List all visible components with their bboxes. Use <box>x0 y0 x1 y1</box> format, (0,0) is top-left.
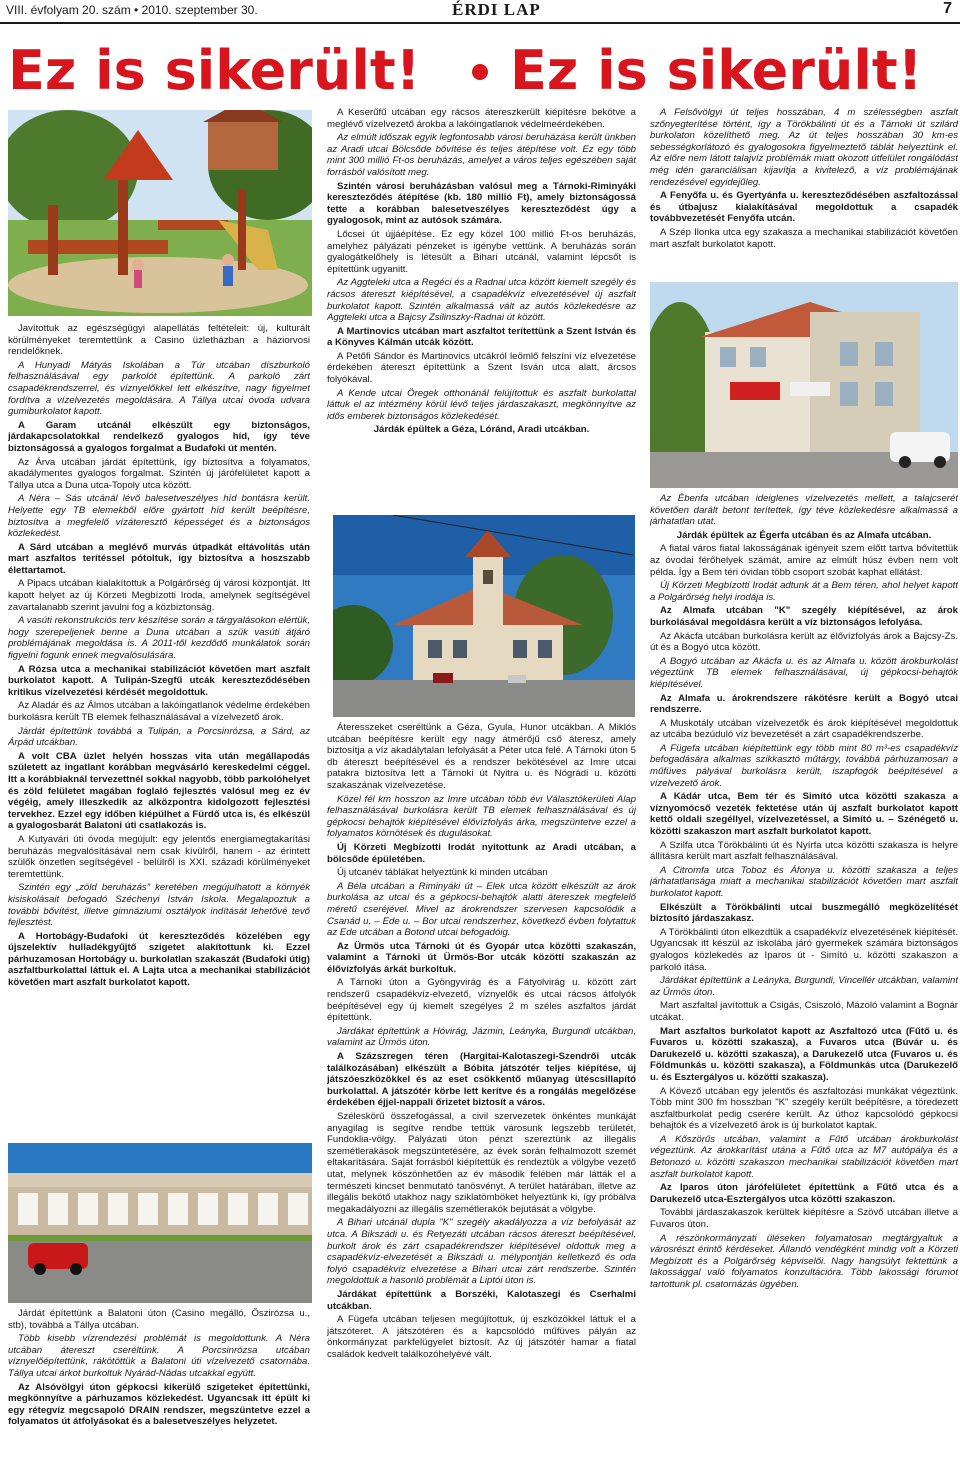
paragraph: Mart aszfaltos burkolatot kapott az Aszfaltozó utca (Fűtő u. és Fuvaros u. közötti szakasza), a Fuvaros utca (Búvár u. és Darukezelő u. közötti szakasza), a Darukezelő utca (Fuvaros u. és Földmunkás u. közötti szakasza), a Földmunkás utca (Darukezelő u. és Esztergályos u. közötti szakasza). <box>650 1025 958 1083</box>
column-1-top <box>8 323 310 1138</box>
paragraph: A Szép Ilonka utca egy szakasza a mechanikai stabilizációt követően mart aszfalt burkolatot kapott. <box>650 226 958 250</box>
paragraph: A Sárd utcában a meglévő murvás útpadkát eltávolítás után mart aszfaltos terítéssel pótoltuk, így biztosítva a hoszszabb élettartamot. <box>8 541 310 576</box>
headline-left: Ez is sikerült! <box>8 39 421 102</box>
paragraph: Az Ébenfa utcában ideiglenes vízelvezetés mellett, a talajcserét követően darált betont terítettek, így téve közlekedésre alkalmassá a járhatatlan utat. <box>650 493 958 528</box>
paragraph: A Muskotály utcában vízelvezetők és árok kiépítésével megoldottuk az utcába bezúduló víz bevezetését a zárt csapadékrendszerbe. <box>650 717 958 741</box>
paragraph: A Fügefa utcában kiépítettünk egy több mint 80 m³-es csapadékvíz befogadására alkalmas szikkasztó műtárgy, továbbá párhuzamosan a műfüves pályával burkolásra került, iszapfogók beépítésével a vízelvezető árok. <box>650 742 958 789</box>
paragraph: Járdák épültek a Géza, Lóránd, Aradi utcákban. <box>373 424 590 436</box>
paragraph: A részönkormányzati üléseken folyamatosan megtárgyaltuk a városrészt érintő kérdéseket. Állandó vendégként mindig volt a Körzeti Megbízott és a Polgárőrség képviselői. Nagy hangsúlyt fektettünk a lakossággal való folyamatos konzultációra. Több lakossági fórumot tartottunk pl. csatornázás ügyében. <box>650 1232 958 1290</box>
page-header <box>0 0 960 22</box>
paragraph: A Bihari utcánál dupla "K" szegély akadályozza a víz befolyását az utca. A Bikszádi u. és Retyezáti utcában rácsos átereszt beépítésével, burkolt árok és zárt csapadékrendszer kiépítésével oldottuk meg a csapadékvíz-elvezetését a Bikszádi u. mélypontján kelletkező és oda folyó csapadékvíz elvezetése a Bihari utcai zárt rendszerbe. Szintén megoldottuk a hasonló problémát a Liptói úton is. <box>327 1217 636 1287</box>
photo-husbolt-building <box>650 282 958 488</box>
paragraph: Az Aladár és az Álmos utcában a lakóingatlanok védelme érdekében burkolásra került TB elemek felhasználásával a vízelvezető árok. <box>8 700 310 723</box>
header-rule <box>0 22 960 24</box>
paragraph: A Fügefa utcában teljesen megújítottuk, új eszközökkel láttuk el a játszóteret. A játszótéren és a kapcsolódó műfüves pályán az önkormányzat parkfelügyelet biztosít. Az új játszótér hamar a fiatal családok kedvelt találkozóhelyévé vált. <box>327 1314 636 1360</box>
paragraph: A Kádár utca, Bem tér és Simító utca közötti szakasza a víznyomócső vezeték fektetése után új aszfalt burkolatot kapott kettő oldali szegéllyel, vízelvezetéssel, a Simító u. – Szénégető u. közötti szakaszon mart aszfalt burkolatot kapott. <box>650 791 958 838</box>
paragraph: Az Almafa utcában "K" szegély kiépítésével, az árok burkolásával megoldásra került a víz biztonságos lefolyása. <box>650 605 958 628</box>
masthead: ÉRDI LAP <box>452 0 541 19</box>
column-1-bottom <box>8 1308 310 1476</box>
paragraph: Széleskörű összefogással, a civil szervezetek önkéntes munkáját anyagilag is segítve rendbe tettük városunk legszebb területét, Fundoklia-völgy. Pályázati úton pénzt szereztünk az illegális szemétlerakások megszüntetésére, az évek során felhalmozott szemét eltakarítására. Saját forrásból kiépítettük és rendeztük a völgybe vezető utat, melynek köszönhetően az év második felében már látták el a természeti kincset benmutató tanösvényt. A terület határában, illetve az illegális bekötő utakhoz nagy sziklatömböket helyeztünk ki, így próbálva megakadályozni az illegális szemétlerakók bejutását a völgybe. <box>327 1111 636 1215</box>
paragraph: Az Alsóvölgyi úton gépkocsi kikerülő szigeteket építettünki, megkönnyítve a párhuzamos közlekedést. Ugyancsak itt épült ki egy rétegvíz megcsapoló DRAIN rendszer, megszüntetve ezzel a folyamatos út átfolyásokat és a balesetveszélyes helyzetet. <box>8 1381 310 1428</box>
paragraph: Járdát építettünk továbbá a Tulipán, a Porcsinrózsa, a Sárd, az Árpád utcákban. <box>8 725 310 749</box>
paragraph: A Bogyó utcában az Akácfa u. és az Almafa u. között árokburkolást végeztünk TB elemek felhasználásával, új gépkocsi-behajtók kiépítésével. <box>650 655 958 690</box>
paragraph: A Kőszörűs utcában, valamint a Fűtő utcában árokburkolást végeztünk. Az árokkarítást utána a Fűtő utca az M7 autópálya és a Betonozó u. közötti szakaszon mechanikai stabilizációt követően mart aszfalt burkolatot kapott. <box>650 1133 958 1180</box>
paragraph: A Petőfi Sándor és Martinovics utcákról leömlő felszíni víz elvezetése érdekében átereszt építettünk a Szent Isván utca alatt, árcsos folyókával. <box>327 350 636 386</box>
paragraph: A Néra – Sás utcánál lévő balesetveszélyes híd bontásra került. Helyette egy TB elemekből előre gyártott híd került beépítésre, biztosítva a megfelelő vízáteresztő képességet és a biztonságos közlekedést. <box>8 493 310 540</box>
paragraph: Az Árva utcában járdát építettünk, így biztosítva a folyamatos, akadálymentes gyalogos forgalmat. Szintén új járófelületet kapott a Tállya utca a Duna utca-Topoly utca között. <box>8 456 310 491</box>
paragraph: Az Ürmös utca Tárnoki út és Gyopár utca közötti szakaszán, valamint a Tárnoki út Ürmös-Bor utcák közötti szakaszán az élővízfolyás árkát burkoltuk. <box>327 940 636 975</box>
paragraph: A Törökbálinti úton elkezdtük a csapadékvíz elvezetésének kiépítését. Ugyancsak itt készül az iskolába járó gyermekek számára biztonságos gyalogos közlekedés az Iparos út - Simító u. közötti szakaszon a parkoló itása. <box>650 926 958 973</box>
paragraph: Az Iparos úton járófelületet építettünk a Fűtő utca és a Darukezelő utca-Esztergályos utca közötti szakaszon. <box>650 1182 958 1205</box>
paragraph: Közel fél km hosszon az Imre utcában több évi Választókerületi Alap felhasználásával burkolásra került TB elemek felhasználásával és új gépkocsi behajtók kiépítésével élővízfolyás árka, megszüntetve ezzel a folyamatos körnötések és dugulásokat. <box>327 793 636 840</box>
paragraph: Járdákat építettünk a Leányka, Burgundi, Vincellér utcákban, valamint az Ürmös úton. <box>650 975 958 998</box>
paragraph: Javítottuk az egészségügyi alapellátás feltételeit: új, kulturált körülményeket teremtettünk a Casino üzletházban a háziorvosi rendelőknek. <box>8 323 310 358</box>
paragraph: Új utcanév táblákat helyeztünk ki minden utcában <box>337 867 548 879</box>
paragraph: Az Aggteleki utca a Regéci és a Radnai utca között kiemelt szegély és rácsos átereszt kiépítésével, a csapadékvíz elvezetésével új aszfalt burkolatot kapott. Szintén alkalmassá vált az autós közlekedésre az Aggteleki utca a Bajcsy Zsilinszky-Radnai út között. <box>327 277 636 324</box>
paragraph: A Tárnoki úton a Gyöngyvirág és a Fátyolvirág u. között zárt rendszerű csapadékvíz-elvezető, víznyelők és utcai rácsos átfolyók beépítésével egy új kiemelt szegélyes 2 m széles aszfaltos járdát építettünk. <box>327 977 636 1024</box>
paragraph: Áteresszeket cseréltünk a Géza, Gyula, Hunor utcákban. A Miklós utcában beépítésre került egy nagy átmérőjű cső áteresz, amely biztosítja a víz akadálytalan lefolyását a Péter utca felé. A Tárnoki úton 5 db átereszt beépítésével és a rendszer bekötésével az Imre utcai patakra biztosítva lett a Tárnoki út Nyitra u. és Nógrádi u. közötti szakaszának vízelvezetése. <box>327 722 636 791</box>
paragraph: Járdákat építettünk a Borszéki, Kalotaszegi és Cserhalmi utcákban. <box>327 1288 636 1312</box>
paragraph: Új Körzeti Megbízotti Irodát adtunk át a Bem téren, ahol helyet kapott a Polgárőrség helyi irodája is. <box>650 580 958 603</box>
column-2-top <box>327 107 636 510</box>
paragraph: A Fenyőfa u. és Gyertyánfa u. kereszteződésében aszfaltozással és útbajusz kialakításával megoldottuk a csapadék továbbvezetését Fenyőfa utcán. <box>650 190 958 225</box>
paragraph: A Béla utcában a Riminyáki út – Elek utca között elkészült az árok burkolása az utcaí és a gépkocsi-behajtók alatti átereszek megfelelő méretű cseréjével. Mivel az árokrendszer szervesen kapcsolódik a Csanád u. – Ede u. – Bor utcai rendszerhez, következő évben folytattuk az Ede utcában a Botond utcai befogadóig. <box>327 880 636 939</box>
paragraph: A Kövező utcában egy jelentős és aszfaltozási munkákat végeztünk. Több mint 300 fm hosszban "K" szegély került beépítésre, a töredezett aszfaltburkolat pedig cserére került. Az úthoz kapcsolódó gépkocsi behajtók és a vízelvezető árok is új burkolatot kaptak. <box>650 1085 958 1132</box>
paragraph: A vasúti rekonstrukciós terv készítése során a tárgyalásokon elértük, hogy szerepeljenek benne a Duna utcában a szük vasúti átjáró problémájának megoldása is. A 2011-től kezdődő munkálatok során figyelni fogunk ennek megvalósulására. <box>8 615 310 662</box>
paragraph: A Hunyadi Mátyás Iskolában a Túr utcában díszburkoló felhasználásával egy parkolót építettünk. A parkoló zárt csapadékrendszerrel, és víznyelőkkel lett elkészítve, nagy figyelmet fordítva a vízelvezetés megoldására. A Tállya utcai óvoda udvara gumiburkolatot kapott. <box>8 359 310 418</box>
column-3-bottom <box>650 493 958 1476</box>
photo-school-building <box>8 1143 312 1303</box>
column-2-bottom <box>327 722 636 1476</box>
paragraph: Az elmúlt időszak egyik legfontosabb városi beruházása került ünkben az Aradi utcai Bölcsőde bővítése és teljes átépítése volt. Ez egy több mint 300 millió Ft-os beruházás, amelyet a város teljes egészében saját forrásból valósított meg. <box>327 132 636 178</box>
paragraph: A Rózsa utca a mechanikai stabilizációt követően mart aszfalt burkolatot kapott. A Tulipán-Szegfű utcák kereszteződésében kritikus vízelvezetési kérdését megoldottuk. <box>8 663 310 698</box>
headline-right: Ez is sikerült! <box>510 39 923 102</box>
paragraph: A Hortobágy-Budafoki út kereszteződés közelében egy újszelektív hulladékgyűjtő szigetet alakítottunk ki. Ezzel párhuzamosan Hortobágy u. burkolatlan szakaszát (Budafoki útig) aszfaltburkolattal láttuk el. A Lajta utca a mechanikai stabilizációt követően mart aszfalt burkolatot kapott. <box>8 930 310 989</box>
paragraph: Új Körzeti Megbízotti Irodát nyitottunk az Aradi utcában, a bölcsőde épületében. <box>327 841 636 865</box>
paragraph: Szintén városi beruházásban valósul meg a Tárnoki-Riminyáki kereszteződés átépítése (kb. 180 millió Ft), amely biztonságossá tette a korábban balesetveszélyes kereszteződést úgy a gyalogosok, mint az autósok számára. <box>327 180 636 227</box>
paragraph: A volt CBA üzlet helyén hosszas vita után megállapodás született az ingatlant korábban megvásárló kereskedelmi céggel. Itt a korábbiaknál tervezettnél sokkal nagyobb, több parkolóhelyet és zöld felületet magában foglaló fejlesztés valósul meg ez év végéig, amely illeszkedik az alközpontra kidolgozott fejlesztési tervekhez. Ezzel egy időben kiépülhet a Fürdő utca is, és elkészül a gyalogosbarát Balatoni úti csatlakozás is. <box>8 750 310 832</box>
photo-playground <box>8 110 312 316</box>
paragraph: A Citromfa utca Toboz és Áfonya u. közötti szakasza a teljes járhatatlansága miatt a mechanikai stabilizációt követően mart aszfalt burkolatot kapott. <box>650 864 958 899</box>
paragraph: Járdát építettünk a Balatoni úton (Casino megálló, Őszirózsa u., stb), továbbá a Tállya utcában. <box>8 1308 310 1331</box>
headline-banner <box>0 39 960 102</box>
paragraph: A Martinovics utcában mart aszfaltot terítettünk a Szent István és a Könyves Kálmán utcák között. <box>327 325 636 349</box>
paragraph: További járdaszakaszok kerültek kiépítésre a Szövő utcában illetve a Fuvaros úton. <box>650 1207 958 1231</box>
paragraph: A Kutyavári úti óvoda megújult: egy jelentős energiamegtakarítási beruházás megvalósításával nem csak kívülről, hanem - az érintett szülők önzetlen segítségével - belülről is XXI. századi körülményeket teremtettünk. <box>8 833 310 880</box>
paragraph: A Felsővölgyi út teljes hosszában, 4 m szélességben aszfalt szőnyegterítése történt, így a Törökbálinti út és a Tárnoki út szilárd burkolaton közelíthető meg. Az út teljes hosszában 30 km-es sebességkorlátozó és gyalogosokra figyelmeztető táblát helyeztünk el. Az előre nem látott talajvíz problémák miatt okozott útfelület rongálódást még idén garanciálisan kijavítja a kivitelező, a víz problémájának rendezésével egyidejűleg. <box>650 107 958 188</box>
paragraph: Lőcsei út újjáépítése. Ez egy közel 100 millió Ft-os beruházás, amelyhez pályázati pénzeket is igénybe vettünk. A beruházás során gyalogátkelőhely is létesült a Bihari utcánál, valamint lépcsőt is építettünk ugyanitt. <box>327 228 636 275</box>
paragraph: A Kende utcai Öregek otthonánál felújítottuk és aszfalt burkolattal láttuk el az intézmény körül lévő teljes járdaszakaszt, megkönnyítve az idős emberek biztonságos közlekedését. <box>327 387 636 422</box>
paragraph: A fiatal város fiatal lakosságának igényeit szem előtt tartva bővítettük az óvodai férőhelyek számát, amire az elmúlt húsz évben nem volt példa. Így a Bem téri óvidan több csoport szobát kaphat ellátást. <box>650 543 958 578</box>
paragraph: Az Akácfa utcában burkolásra került az élővízfolyás árok a Bajcsy-Zs. út és a Bogyó utca között. <box>650 630 958 654</box>
paragraph: Több kisebb vízrendezési problémát is megoldottunk. A Néra utcában átereszt cseréltünk. A Porcsinrózsa utcában víznyelőépítettünk, rákötöttük a Balatoni úti vízelvezető csatornába. Tállya utcai árkot burkoltuk Nyárád-Nádas utcakkal együtt. <box>8 1333 310 1379</box>
paragraph: Járdák épültek az Égerfa utcában és az Almafa utcában. <box>676 529 932 541</box>
paragraph: A Keserűfű utcában egy rácsos átereszkerült kiépítésre bekötve a meglévő vízelvezető árokba a lakóingatlanok védelmeérdekében. <box>327 107 636 130</box>
paragraph: Mart aszfaltal javítottuk a Csigás, Csiszoló, Mázoló valamint a Bognár utcákat. <box>650 1000 958 1023</box>
column-3-top <box>650 107 958 277</box>
paragraph: Szintén egy „zöld beruházás” keretében megújulhatott a környék kisiskolásait befogadó Széchenyi István Iskola. Megalapoztuk a további bővítést, illetve gimnáziumi osztályok indítását lehetővé tevő fejlesztést. <box>8 882 310 929</box>
page-number: 7 <box>943 0 952 17</box>
bullet-dot <box>472 64 488 80</box>
paragraph: A Százszregen téren (Hargitai-Kalotaszegi-Szendrői utcák találkozásában) elkészült a Bóbita játszótér teljes kiépítése, új játszóeszközökkel és az eset csökkentő műanyag ütéscsillapító burkolattal. A játszótér körbe lett kerítve és a rongálás megelőzése érdekében éjjel-nappali őrizetet biztosít a város. <box>327 1051 636 1109</box>
paragraph: Az Almafa u. árokrendszere rákötésre került a Bogyó utcai rendszerre. <box>650 692 958 716</box>
photo-town-building <box>333 515 635 717</box>
paragraph: Járdákat építettünk a Hóvirág, Jázmin, Leányka, Burgundi utcákban, valamint az Ürmös úton. <box>327 1025 636 1049</box>
paragraph: A Pipacs utcában kialakítottuk a Polgárőrség új városi központját. Itt kapott helyet az új Körzeti Megbízotti Iroda, amelynek segítségével zavartalanabb szerint javulni fog a közbiztonság. <box>8 578 310 613</box>
issue-info: VIII. évfolyam 20. szám • 2010. szeptember 30. <box>6 3 258 17</box>
paragraph: A Garam utcánál elkészült egy biztonságos, járdakapcsolatokkal rendelkező gyalogos híd, így téve biztonságossá a gyalogos forgalmat a Budafoki út mentén. <box>8 419 310 454</box>
paragraph: Elkészült a Törökbálinti utcai buszmegálló megközelítését biztosító járdaszakasz. <box>650 901 958 925</box>
paragraph: A Szilfa utca Törökbálinti út és Nyírfa utca közötti szakasza is helyre állításra került mart aszfalt felhasználásával. <box>650 839 958 863</box>
